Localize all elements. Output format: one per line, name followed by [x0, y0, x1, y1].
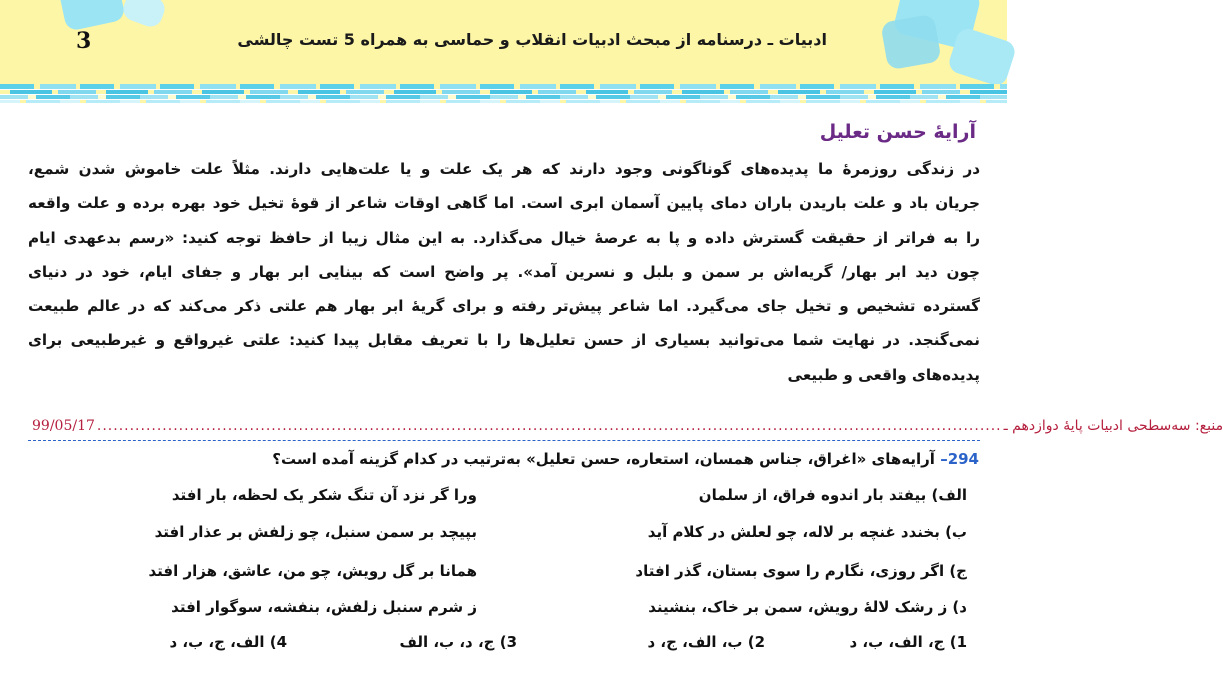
question-stem	[272, 450, 979, 468]
divider	[28, 440, 980, 441]
source-date: 99/05/17	[32, 418, 95, 434]
section-title: آرایهٔ حسن تعلیل	[819, 121, 976, 143]
verse-left: همانا بر گل رویش، چو من، عاشق، هزار افتد	[148, 562, 477, 580]
lesson-paragraph	[28, 152, 980, 392]
paragraph-line: در زندگی روزمرهٔ ما پدیده‌های گوناگونی وجود دارند که هر یک علت و یا علت‌هایی دارند. مثلاً علت خاموش شدن شمع،	[28, 160, 980, 178]
answer-option-3[interactable]: 3) ج، د، ب، الف	[399, 633, 517, 651]
header-title: ادبیات ـ درسنامه از مبحث ادبیات انقلاب و حماسی به همراه 5 تست چالشی	[237, 30, 827, 49]
verse-right: د) ز رشک لالهٔ رویش، سمن بر خاک، بنشیند	[648, 598, 967, 616]
verse-right: ب) بخندد غنچه بر لاله، چو لعلش در کلام آید	[647, 523, 967, 541]
lesson-section	[28, 118, 980, 392]
decorative-square	[120, 0, 168, 30]
paragraph-line: پدیده‌های واقعی و طبیعی	[787, 365, 980, 384]
decorative-square	[58, 0, 126, 32]
page-header	[0, 0, 1007, 84]
question-number: 294–	[940, 450, 979, 468]
verse-right: ج) اگر روزی، نگارم را سوی بستان، گذر افتاد	[635, 562, 967, 580]
answer-option-4[interactable]: 4) الف، ج، ب، د	[169, 633, 287, 651]
paragraph-line: نمی‌گنجد. در نهایت شما می‌توانید بسیاری از حسن تعلیل‌ها را با تعریف مقابل پیدا کنید: علتی غیرواقع و غیرطبیعی برای	[28, 331, 980, 350]
header-stripes	[0, 84, 1007, 106]
paragraph-line: را به فراتر از حقیقت گسترش داده و پا به عرصهٔ خیال می‌گذارد. به این مثال زیبا از حافظ توجه کنید: «رسم بدعهدی ایام	[28, 228, 980, 247]
verse-left: بپیچد بر سمن سنبل، چو زلفش بر عذار افتد	[154, 523, 477, 541]
answer-option-2[interactable]: 2) ب، الف، ج، د	[647, 633, 765, 651]
verse-right: الف) بیفتد بار اندوه فراق، از سلمان	[698, 486, 967, 504]
verse-left: ورا گر نزد آن تنگ شکر یک لحظه، بار افتد	[171, 486, 477, 504]
source-line	[32, 418, 1223, 434]
decorative-square	[946, 26, 1017, 88]
question-text: آرایه‌های «اغراق، جناس همسان، استعاره، حسن تعلیل» به‌ترتیب در کدام گزینه آمده است؟	[272, 450, 935, 468]
paragraph-line: جریان باد و علت باریدن باران دمای پایین آسمان ابری است. اما گاهی اوقات شاعر از قوهٔ تخیل خود بهره برده و علت واقعه	[28, 194, 980, 213]
decorative-square	[880, 14, 942, 71]
verse-left: ز شرم سنبل زلفش، بنفشه، سوگوار افتد	[171, 598, 477, 616]
page-number: 3	[76, 28, 92, 54]
answer-option-1[interactable]: 1) ج، الف، ب، د	[849, 633, 967, 651]
source-leader-dots: ......................................................................................................................................................................	[96, 418, 1002, 434]
paragraph-line: گسترده تشخیص و تخیل جای می‌گیرد. اما شاعر پیش‌تر رفته و برای گریهٔ ابر بهار هم علتی ذکر می‌کند که در عالم طبیعت	[28, 297, 980, 316]
source-label: منبع: سه‌سطحی ادبیات پایهٔ دوازدهم ـ	[1003, 418, 1223, 434]
paragraph-line: چون دید ابر بهار/ گریه‌اش بر سمن و بلبل و نسرین آمد». پر واضح است که بینایی ابر بهار و جفای ایام، خود در دنیای	[28, 262, 980, 281]
